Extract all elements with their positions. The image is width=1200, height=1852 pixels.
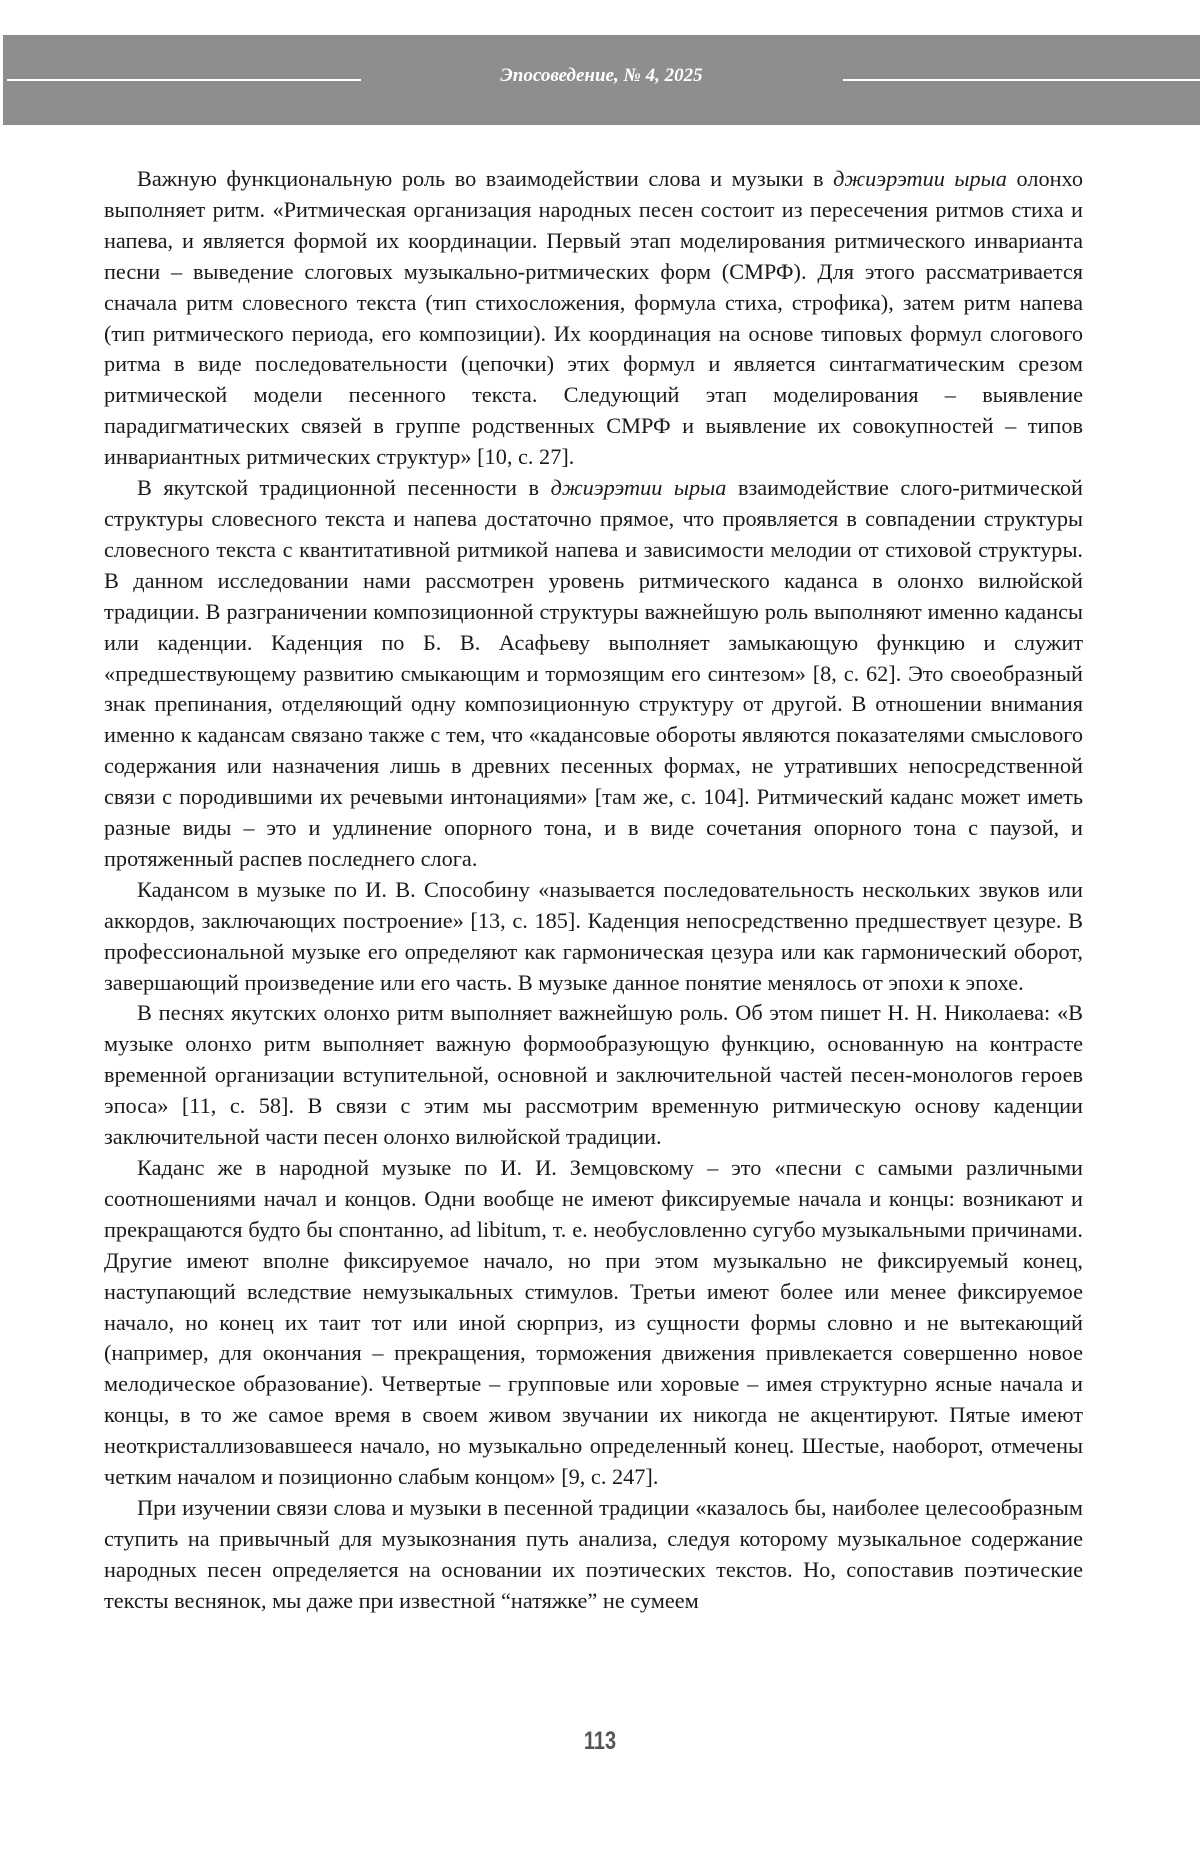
text-run: Кадансом в музыке по И. В. Способину «называется последовательность нескольких звуков или аккордов, заключающих построение» [13, с. 185]. Каденция непосредственно предшествует цезуре. В профессиональной музыке его определяют как гармоническая цезура или как гармонический оборот, завершающий произведение или его часть. В музыке данное понятие менялось от эпохи к эпохе. [104, 876, 1083, 995]
header-rule-right [843, 79, 1200, 81]
paragraph [104, 1153, 1083, 1493]
journal-header [3, 35, 1200, 125]
paragraph [104, 875, 1083, 999]
text-run: В песнях якутских олонхо ритм выполняет важнейшую роль. Об этом пишет Н. Н. Николаева: «В музыке олонхо ритм выполняет важную формообразующую функцию, основанную на контрасте временной организации вступительной, основной и заключительной частей песен-монологов героев эпоса» [11, с. 58]. В связи с этим мы рассмотрим временную ритмическую основу каденции заключительной части песен олонхо вилюйской традиции. [104, 1000, 1083, 1150]
text-run: При изучении связи слова и музыки в песенной традиции «казалось бы, наиболее целесообразным ступить на привычный для музыкознания путь анализа, следуя которому музыкальное содержание народных песен определяется на основании их поэтических текстов. Но, сопоставив поэтические тексты веснянок, мы даже при известной “натяжке” не сумеем [104, 1494, 1083, 1613]
text-run: Важную функциональную роль во взаимодействии слова и музыки в [137, 166, 834, 191]
paragraph [104, 1493, 1083, 1617]
paragraph [104, 998, 1083, 1153]
italic-term: джиэрэтии ырыа [833, 166, 1007, 191]
text-run: Каданс же в народной музыке по И. И. Земцовскому – это «песни с самыми различными соотношениями начал и концов. Одни вообще не имеют фиксируемые начала и концы: возникают и прекращаются будто бы спонтанно, ad libitum, т. е. необусловленно сугубо музыкальными причинами. Другие имеют вполне фиксируемое начало, но при этом музыкально не фиксируемый конец, наступающий вследствие немузыкальных стимулов. Третьи имеют более или менее фиксируемое начало, но конец их таит тот или иной сюрприз, из сущности формы словно и не вытекающий (например, для окончания – прекращения, торможения движения привлекается совершенно новое мелодическое образование). Четвертые – групповые или хоровые – имея структурно ясные начала и концы, в то же самое время в своем живом звучании их никогда не акцентируют. Пятые имеют неоткристаллизовавшееся начало, но музыкально определенный конец. Шестые, наоборот, отмечены четким началом и позиционно слабым концом» [9, с. 247]. [104, 1155, 1083, 1490]
text-run: взаимодействие слого-ритмической структуры словесного текста и напева достаточно прямое, что проявляется в совпадении структуры словесного текста с квантитативной ритмикой напева и зависимости мелодии от стиховой структуры. В данном исследовании нами рассмотрен уровень ритмического каданса в олонхо вилюйской традиции. В разграничении композиционной структуры важнейшую роль выполняют именно кадансы или каденции. Каденция по Б. В. Асафьеву выполняет замыкающую функцию и служит «предшествующему развитию смыкающим и тормозящим его синтезом» [8, с. 62]. Это своеобразный знак препинания, отделяющий одну композиционную структуру от другой. В отношении внимания именно к кадансам связано также с тем, что «кадансовые обороты являются показателями смыслового содержания или назначения лишь в древних песенных формах, не утративших непосредственной связи с породившими их речевыми интонациями» [там же, с. 104]. Ритмический каданс может иметь разные виды – это и удлинение опорного тона, и в виде сочетания опорного тона с паузой, и протяженный распев последнего слога. [104, 475, 1083, 871]
italic-term: джиэрэтии ырыа [550, 475, 727, 501]
paragraph [104, 473, 1083, 875]
paragraph [104, 164, 1083, 473]
text-run: олонхо выполняет ритм. «Ритмическая организация народных песен состоит из пересечения ритмов стиха и напева, и является формой их координации. Первый этап моделирования ритмического инварианта песни – выведение слоговых музыкально-ритмических форм (СМРФ). Для этого рассматривается сначала ритм словесного текста (тип стихосложения, формула стиха, строфика), затем ритм напева (тип ритмического периода, его композиции). Их координация на основе типовых формул слогового ритма в виде последовательности (цепочки) этих формул и является синтагматическим срезом ритмической модели песенного текста. Следующий этап моделирования – выявление парадигматических связей в группе родственных СМРФ и выявление их совокупностей – типов инвариантных ритмических структур» [10, с. 27]. [104, 166, 1083, 470]
article-body [104, 164, 1083, 1617]
page-number: 113 [583, 1727, 617, 1755]
journal-title: Эпосоведение, № 4, 2025 [500, 65, 703, 86]
text-run: В якутской традиционной песенности в [137, 475, 551, 501]
